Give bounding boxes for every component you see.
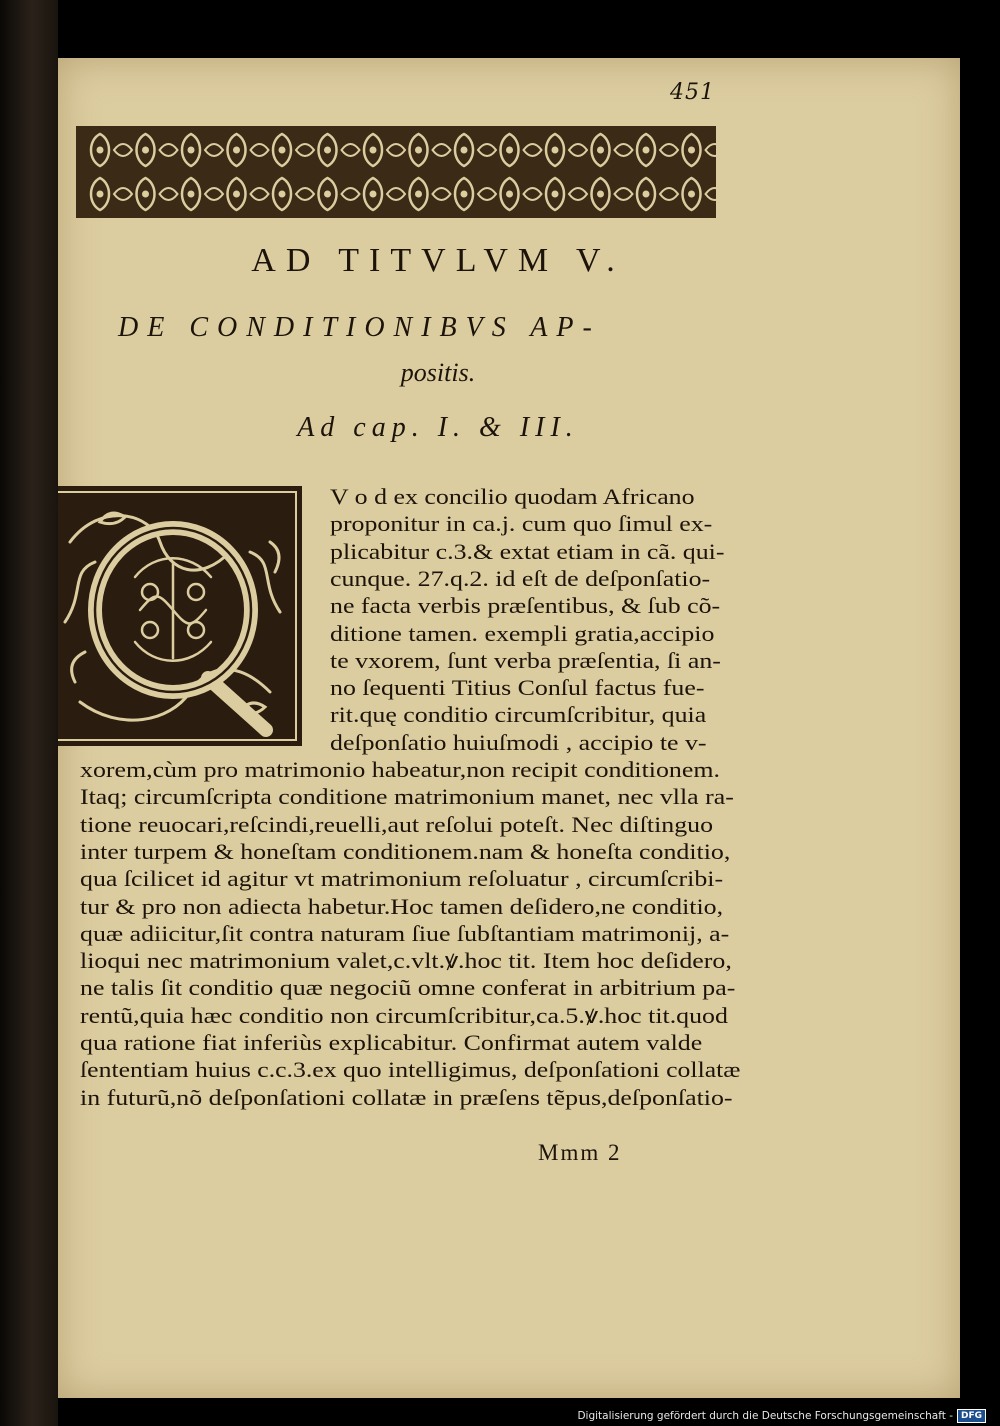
section-subtitle-continued: positis. bbox=[400, 358, 476, 387]
credit-text: Digitalisierung gefördert durch die Deutsche Forschungsgemeinschaft - bbox=[577, 1410, 953, 1422]
body-line: in futurũ,nõ deſponſationi collatæ in præſens tẽpus,deſponſatio- bbox=[80, 1084, 733, 1110]
body-line: quæ adiicitur,ſit contra naturam ſiue ſubſtantiam matrimonij, a- bbox=[80, 920, 730, 946]
digitization-credit bbox=[577, 1409, 986, 1423]
body-line: ſententiam huius c.c.3.ex quo intelligimus, deſponſationi collatæ bbox=[80, 1057, 741, 1083]
dfg-logo: DFG bbox=[957, 1409, 986, 1423]
body-line: proponitur in ca.j. cum quo ſimul ex- bbox=[330, 511, 713, 537]
body-line: cunque. 27.q.2. id eſt de deſponſatio- bbox=[330, 565, 711, 591]
book-spine bbox=[0, 0, 58, 1426]
catchword: Mmm 2 bbox=[538, 1140, 622, 1165]
body-line: ne talis ſit conditio quæ negociũ omne conferat in arbitrium pa- bbox=[80, 975, 736, 1001]
book-page bbox=[58, 58, 960, 1398]
page-number: 451 bbox=[670, 80, 715, 105]
body-line: ne facta verbis præſentibus, & ſub cõ- bbox=[330, 593, 721, 619]
body-line: xorem,cùm pro matrimonio habeatur,non recipit conditionem. bbox=[80, 757, 720, 782]
body-line: lioqui nec matrimonium valet,c.vlt.ꝟ.hoc tit. Item hoc deſidero, bbox=[80, 948, 732, 974]
chapter-reference: Ad cap. I. & III. bbox=[297, 412, 579, 443]
body-line: rentũ,quia hæc conditio non circumſcribitur,ca.5.ꝟ.hoc tit.quod bbox=[80, 1002, 728, 1028]
body-line: qua ratione fiat inferiùs explicabitur. Confirmat autem valde bbox=[80, 1030, 703, 1055]
body-line: inter turpem & honeſtam conditionem.nam & honeſta conditio, bbox=[80, 838, 731, 864]
body-line: deſponſatio huiuſmodi , accipio te v- bbox=[330, 729, 707, 755]
body-line: ditione tamen. exempli gratia,accipio bbox=[330, 620, 715, 646]
section-subtitle: DE CONDITIONIBVS AP- bbox=[118, 312, 601, 343]
ornamental-headpiece bbox=[76, 126, 716, 218]
decorated-initial-q bbox=[58, 482, 306, 750]
body-line: plicabitur c.3.& extat etiam in cã. qui- bbox=[330, 538, 725, 564]
body-line: qua ſcilicet id agitur vt matrimonium reſoluatur , circumſcribi- bbox=[80, 866, 724, 892]
body-line: tur & pro non adiecta habetur.Hoc tamen deſidero,ne conditio, bbox=[80, 893, 724, 919]
body-line: no ſequenti Titius Conſul factus fue- bbox=[330, 675, 705, 701]
body-line: V o d ex concilio quodam Africano bbox=[330, 484, 695, 509]
body-line: te vxorem, ſunt verba præſentia, ſi an- bbox=[330, 647, 721, 673]
body-line: tione reuocari,reſcindi,reuelli,aut reſolui poteſt. Nec diſtinguo bbox=[80, 811, 714, 837]
body-line: Itaq; circumſcripta conditione matrimonium manet, nec vlla ra- bbox=[80, 784, 734, 810]
body-line: rit.quę conditio circumſcribitur, quia bbox=[330, 702, 707, 728]
section-title: AD TITVLVM V. bbox=[251, 242, 625, 279]
